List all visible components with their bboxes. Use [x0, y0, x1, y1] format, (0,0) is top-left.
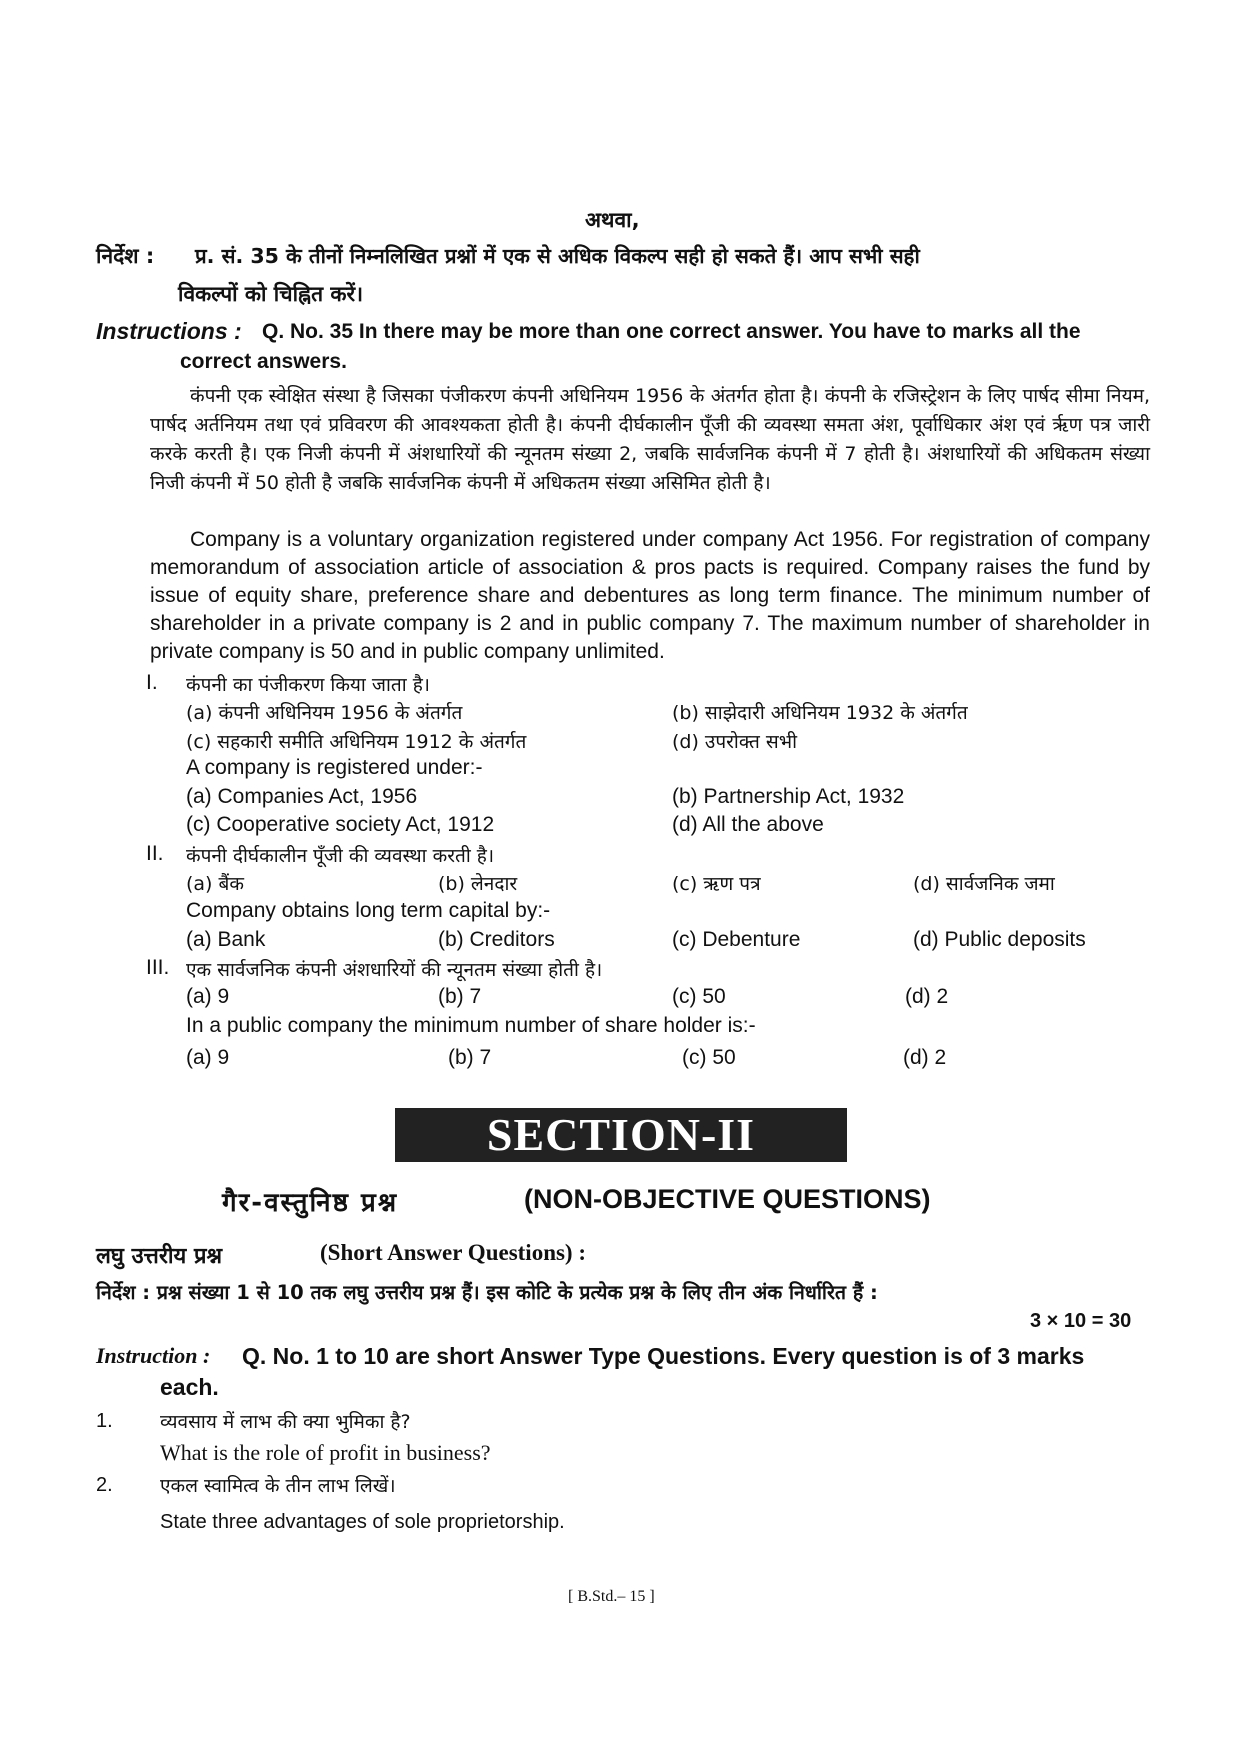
option-english: (a) Bank [186, 928, 266, 951]
option-hindi: (d) सार्वजनिक जमा [913, 873, 1055, 895]
passage-english-text: Company is a voluntary organization registered under company Act 1956. For registration of company memorandum of association article of association & pros pacts is required. Company raises the fund by issue of equity share, preference share and debentures as long term finance. The minimum number of shareholder in a private company is 2 and in public company 7. The maximum number of shareholder in private company is 50 and in public company unlimited. [150, 528, 1150, 663]
question-number: I. [146, 671, 158, 694]
option-hindi: (a) कंपनी अधिनियम 1956 के अंतर्गत [186, 702, 463, 724]
option-hindi: (b) लेनदार [438, 873, 518, 895]
option-hindi: (d) उपरोक्त सभी [672, 731, 797, 753]
nirdesh-line-2: विकल्पों को चिह्नित करें। [178, 282, 364, 306]
question-hindi: एक सार्वजनिक कंपनी अंशधारियों की न्यूनतम संख्या होती है। [186, 959, 603, 981]
list-item-hindi: व्यवसाय में लाभ की क्या भुमिका है? [160, 1411, 411, 1433]
instructions-line-1: Q. No. 35 In there may be more than one correct answer. You have to marks all the [262, 320, 1081, 343]
option-english: (a) Companies Act, 1956 [186, 785, 418, 808]
option-english: (d) 2 [903, 1046, 947, 1069]
option-english: (b) Creditors [438, 928, 555, 951]
section-title: SECTION-II [395, 1108, 847, 1162]
list-item-english: What is the role of profit in business? [160, 1440, 491, 1465]
athva-label: अथवा, [585, 208, 640, 232]
passage-english [150, 526, 1150, 666]
section-subtitle-english: (NON-OBJECTIVE QUESTIONS) [524, 1184, 931, 1214]
page-number: [ B.Std.– 15 ] [568, 1588, 655, 1605]
passage-hindi [150, 382, 1150, 498]
option-hindi: (b) 7 [438, 985, 482, 1008]
option-english: (a) 9 [186, 1046, 230, 1069]
question-number: III. [146, 956, 170, 979]
option-hindi: (a) बैंक [186, 873, 244, 895]
list-item-hindi: एकल स्वामित्व के तीन लाभ लिखें। [160, 1475, 396, 1497]
question-english: In a public company the minimum number of share holder is:- [186, 1014, 756, 1037]
option-english: (c) 50 [682, 1046, 736, 1069]
short-answer-heading-english: (Short Answer Questions) : [320, 1240, 587, 1265]
option-hindi: (a) 9 [186, 985, 230, 1008]
instructions-line-2: correct answers. [180, 350, 347, 373]
option-hindi: (c) 50 [672, 985, 726, 1008]
instructions-label: Instructions : [96, 318, 242, 344]
option-hindi: (b) साझेदारी अधिनियम 1932 के अंतर्गत [672, 702, 968, 724]
question-english: A company is registered under:- [186, 756, 483, 779]
short-answer-heading-hindi: लघु उत्तरीय प्रश्न [96, 1244, 223, 1269]
option-english: (b) 7 [448, 1046, 492, 1069]
option-english: (c) Cooperative society Act, 1912 [186, 813, 495, 836]
instruction-label: Instruction : [96, 1343, 211, 1368]
option-english: (b) Partnership Act, 1932 [672, 785, 905, 808]
section-subtitle-hindi: गैर-वस्तुनिष्ठ प्रश्न [222, 1188, 399, 1218]
option-english: (d) Public deposits [913, 928, 1086, 951]
question-hindi: कंपनी दीर्घकालीन पूँजी की व्यवस्था करती है। [186, 845, 495, 867]
option-english: (d) All the above [672, 813, 824, 836]
instruction-line-1: Q. No. 1 to 10 are short Answer Type Questions. Every question is of 3 marks [242, 1343, 1085, 1369]
question-english: Company obtains long term capital by:- [186, 899, 551, 922]
option-hindi: (c) ऋण पत्र [672, 873, 761, 895]
nirdesh-label: निर्देश : [96, 244, 155, 268]
question-number: II. [146, 842, 164, 865]
question-hindi: कंपनी का पंजीकरण किया जाता है। [186, 674, 430, 696]
list-item-number: 2. [96, 1474, 113, 1496]
option-hindi: (d) 2 [905, 985, 949, 1008]
short-answer-nirdesh: निर्देश : प्रश्न संख्या 1 से 10 तक लघु उत्तरीय प्रश्न हैं। इस कोटि के प्रत्येक प्रश्न के लिए तीन अंक निर्धारित हैं : [96, 1281, 878, 1304]
option-hindi: (c) सहकारी समीति अधिनियम 1912 के अंतर्गत [186, 731, 527, 753]
instruction-line-2: each. [160, 1374, 219, 1400]
list-item-number: 1. [96, 1410, 113, 1432]
option-english: (c) Debenture [672, 928, 801, 951]
marks-label: 3 × 10 = 30 [1030, 1310, 1132, 1332]
nirdesh-line-1: प्र. सं. 35 के तीनों निम्नलिखित प्रश्नों में एक से अधिक विकल्प सही हो सकते हैं। आप सभी सही [195, 244, 920, 268]
passage-hindi-text: कंपनी एक स्वेक्षित संस्था है जिसका पंजीकरण कंपनी अधिनियम 1956 के अंतर्गत होता है। कंपनी के रजिस्ट्रेशन के लिए पार्षद सीमा नियम, पार्षद अर्तनियम तथा एवं प्रविवरण की आवश्यकता होती है। कंपनी दीर्घकालीन पूँजी की व्यवस्था समता अंश, पूर्वाधिकार अंश एवं ऋृण पत्र जारी करके करती है। एक निजी कंपनी में अंशधारियों की न्यूनतम संख्या 2, जबकि सार्वजनिक कंपनी में 7 होती है। अंशधारियों की अधिकतम संख्या निजी कंपनी में 50 होती है जबकि सार्वजनिक कंपनी में अधिकतम संख्या असिमित होती है। [150, 385, 1150, 494]
list-item-english: State three advantages of sole proprietorship. [160, 1511, 565, 1533]
